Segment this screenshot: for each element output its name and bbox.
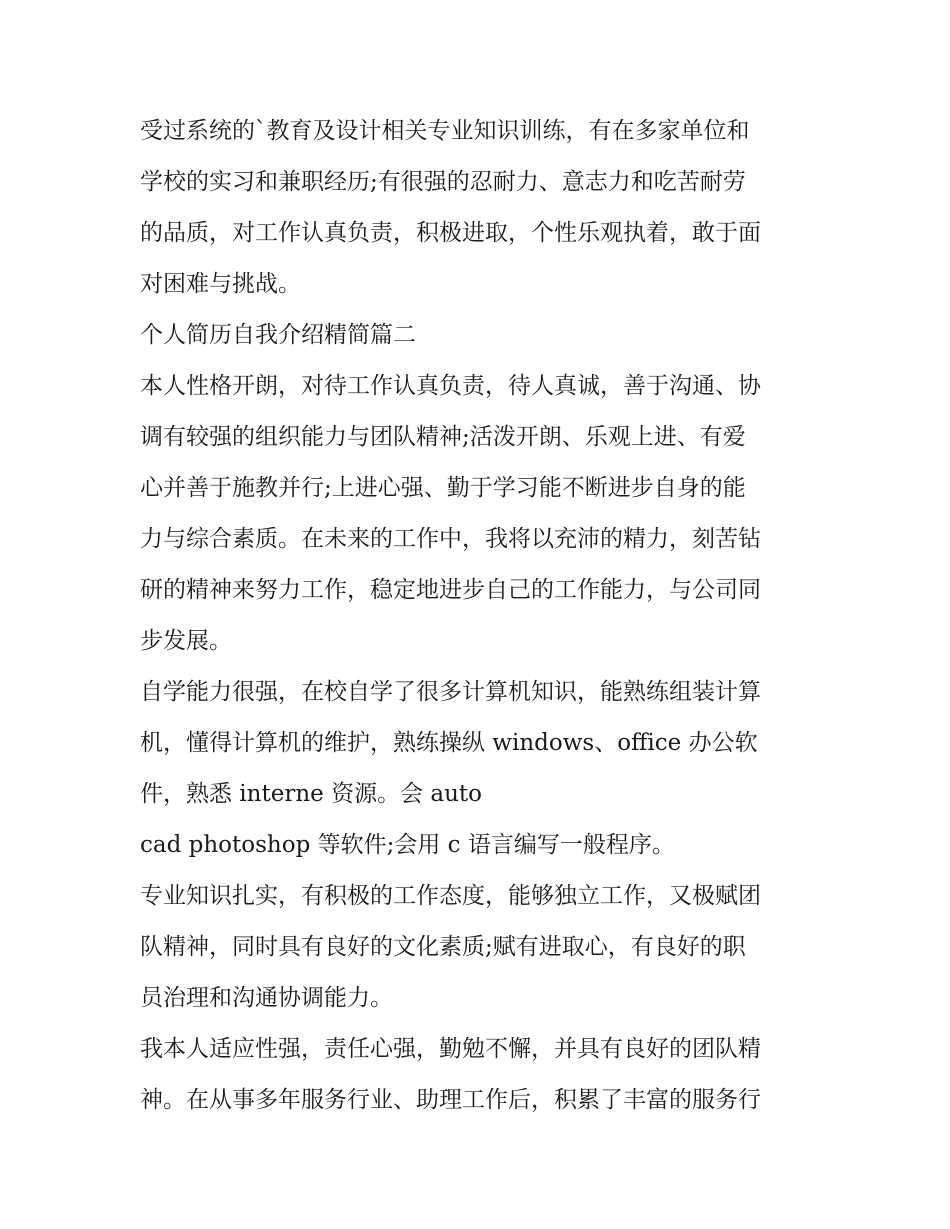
- text-line: 研的精神来努力工作，稳定地进步自己的工作能力，与公司同: [140, 577, 761, 603]
- text-line: 自学能力很强，在校自学了很多计算机知识，能熟练组装计算: [140, 679, 761, 705]
- text-line: 学校的实习和兼职经历;有很强的忍耐力、意志力和吃苦耐劳: [140, 169, 746, 195]
- text-line: 受过系统的`教育及设计相关专业知识训练，有在多家单位和: [140, 118, 750, 144]
- text-line: 神。在从事多年服务行业、助理工作后，积累了丰富的服务行: [140, 1087, 761, 1113]
- text-line: 专业知识扎实，有积极的工作态度，能够独立工作，又极赋团: [140, 883, 761, 909]
- text-line: 调有较强的组织能力与团队精神;活泼开朗、乐观上进、有爱: [140, 424, 746, 450]
- text-line: 步发展。: [140, 628, 232, 654]
- text-line: 对困难与挑战。: [140, 271, 301, 297]
- text-line: 心并善于施教并行;上进心强、勤于学习能不断进步自身的能: [140, 475, 746, 501]
- text-line: cad photoshop 等软件;会用 c 语言编写一般程序。: [140, 832, 675, 858]
- document-body: [140, 106, 820, 1126]
- text-line: 力与综合素质。在未来的工作中，我将以充沛的精力，刻苦钻: [140, 526, 761, 552]
- text-line: 员治理和沟通协调能力。: [140, 985, 393, 1011]
- text-line: 我本人适应性强，责任心强，勤勉不懈，并具有良好的团队精: [140, 1036, 761, 1062]
- text-line: 队精神，同时具有良好的文化素质;赋有进取心，有良好的职: [140, 934, 746, 960]
- section-heading: 个人简历自我介绍精简篇二: [140, 322, 416, 348]
- text-line: 机，懂得计算机的维护，熟练操纵 windows、office 办公软: [140, 730, 758, 756]
- text-line: 本人性格开朗，对待工作认真负责，待人真诚，善于沟通、协: [140, 373, 761, 399]
- text-line: 的品质，对工作认真负责，积极进取，个性乐观执着，敢于面: [140, 220, 761, 246]
- text-line: 件，熟悉 interne 资源。会 auto: [140, 781, 482, 807]
